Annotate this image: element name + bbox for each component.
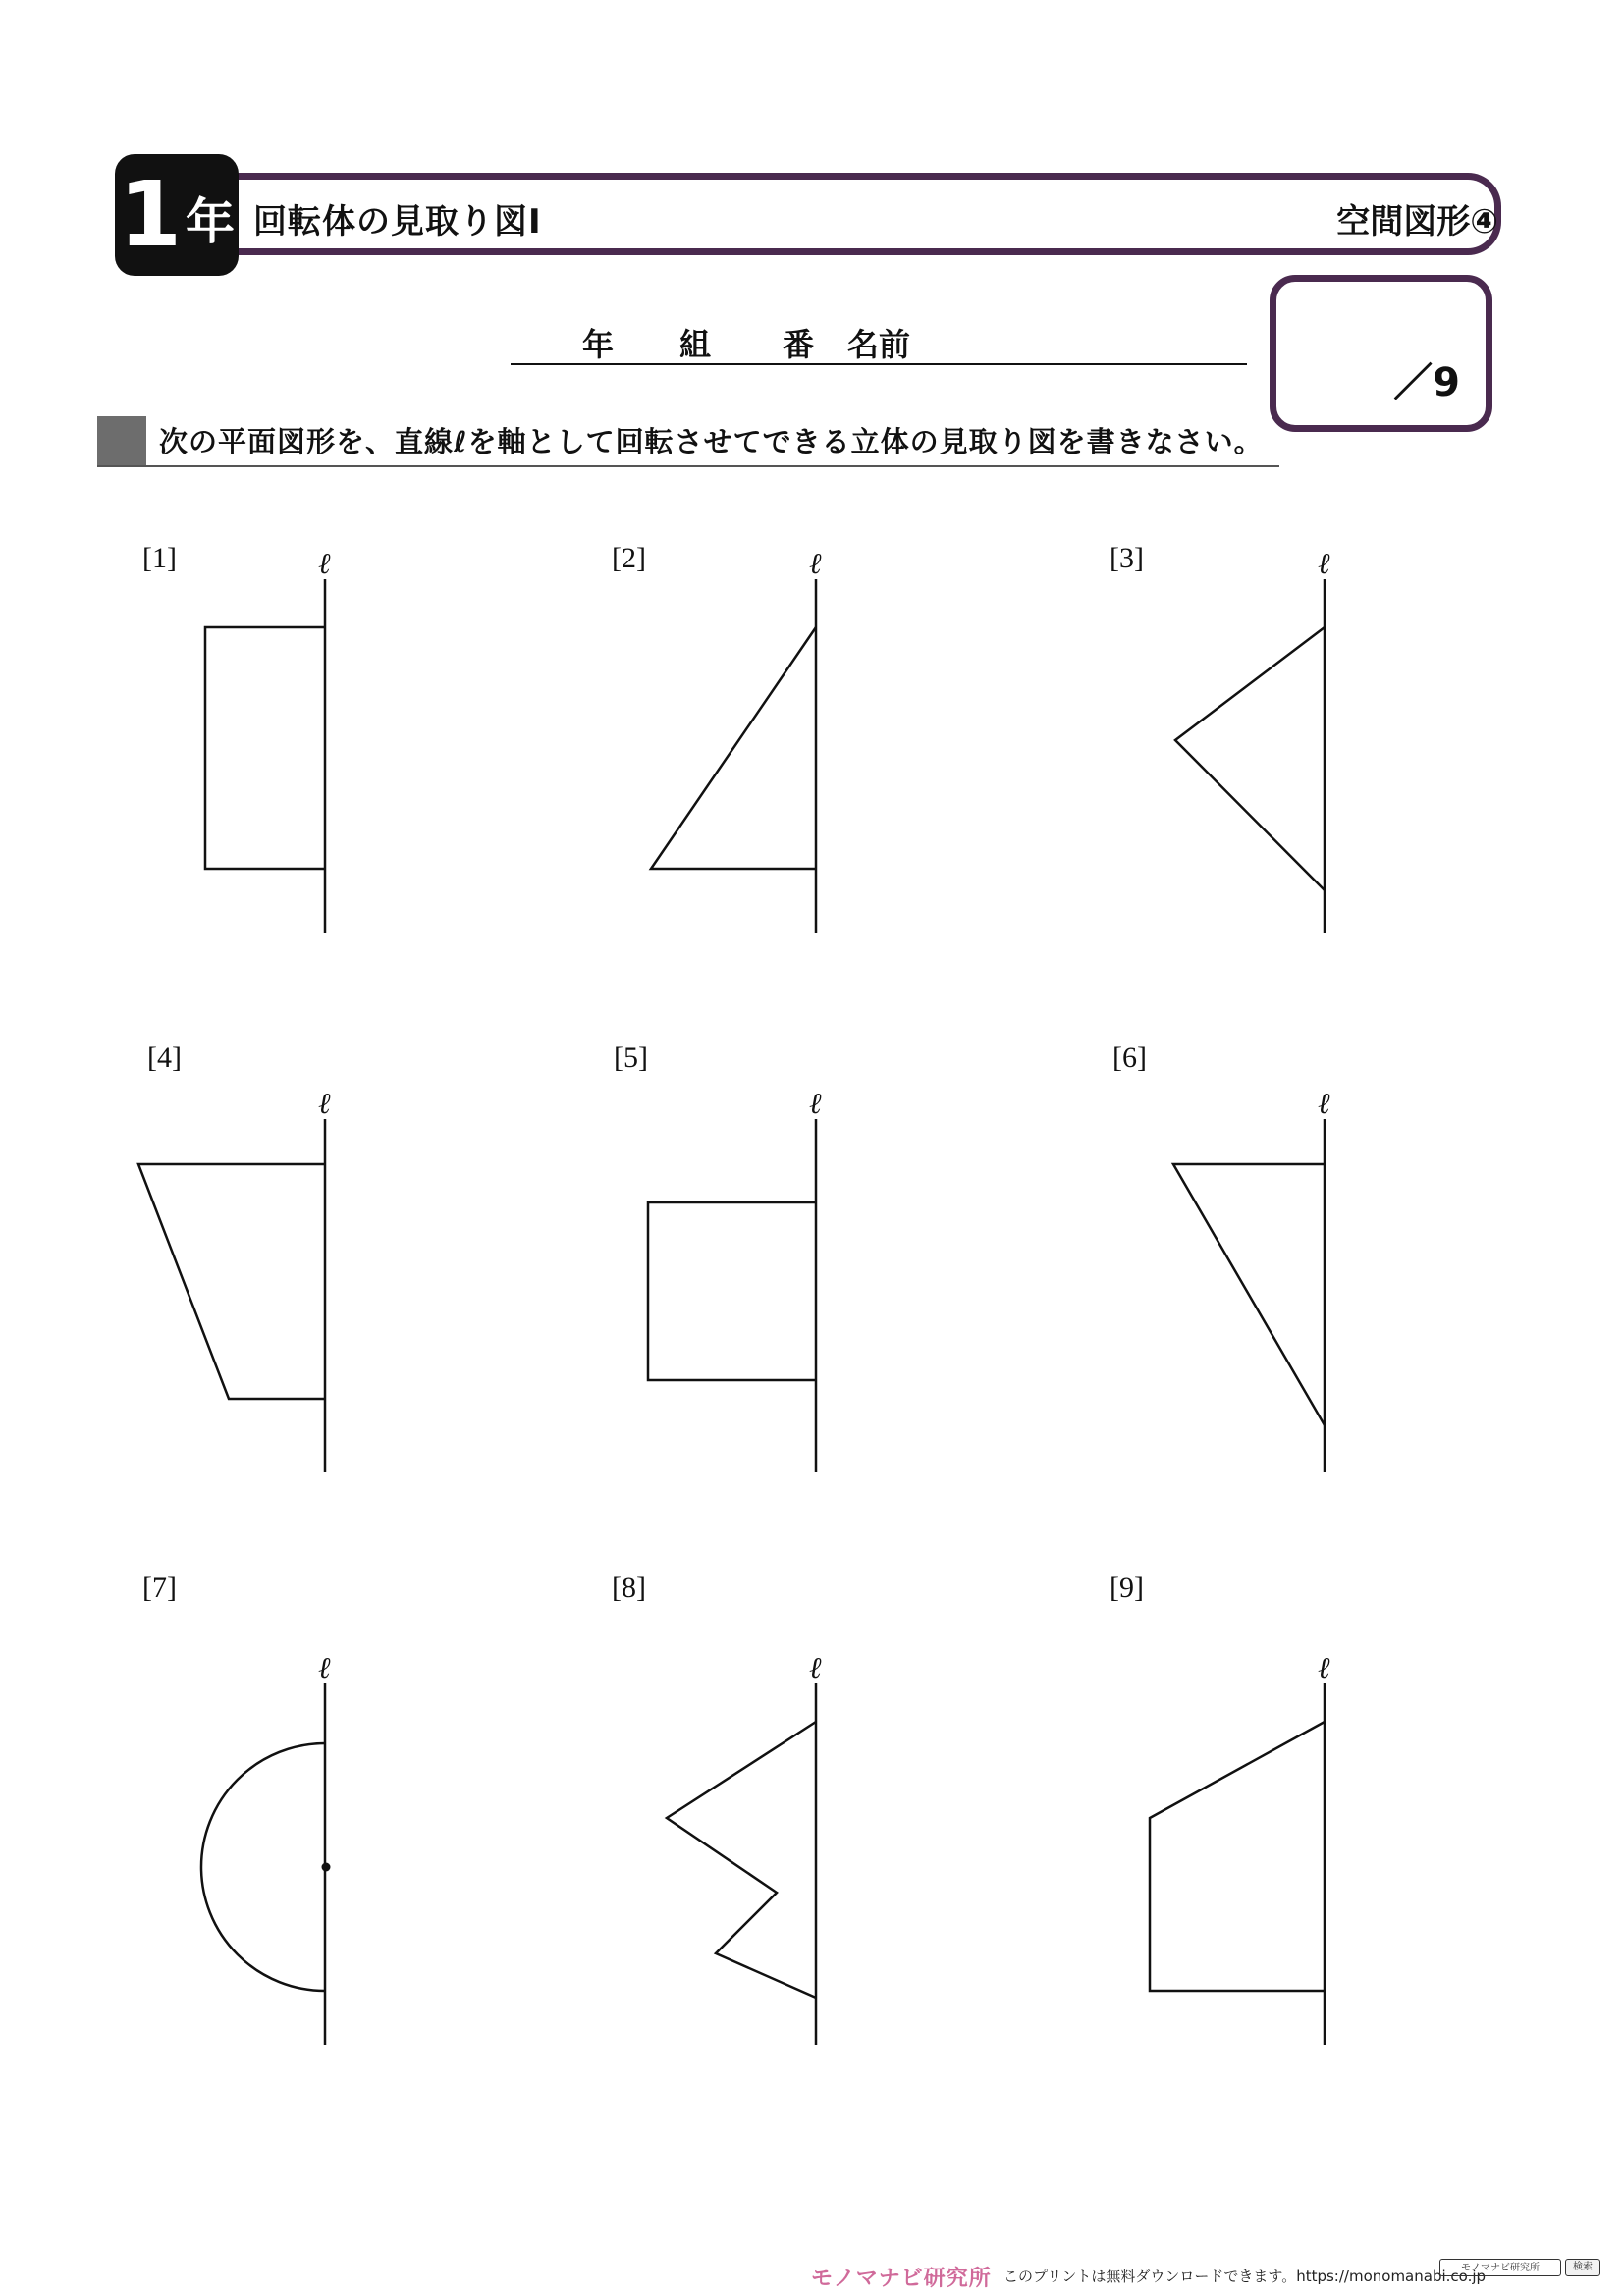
problem-4 [138,1041,331,1472]
footer-search-button[interactable]: 検索 [1565,2259,1600,2276]
problem-3-label: [3] [1110,542,1144,574]
problem-6-label: [6] [1112,1041,1147,1074]
problem-6-shape [1173,1164,1325,1425]
problem-7-center-point [322,1863,331,1872]
instruction-text: 次の平面図形を、直線ℓを軸として回転させてできる立体の見取り図を書きなさい。 [159,425,1264,458]
number-label: 番 [783,326,815,363]
name-label: 名前 [847,326,911,363]
problem-4-axis-label: ℓ [318,1088,331,1120]
problem-5-axis-label: ℓ [809,1088,822,1120]
footer-logo: モノマナビ研究所 [811,2267,992,2291]
problem-2-label: [2] [612,542,646,574]
problem-6 [1112,1041,1330,1472]
problem-9 [1110,1572,1330,2045]
problem-4-shape [138,1164,325,1399]
problem-7-axis-label: ℓ [318,1652,331,1684]
problem-1-shape [205,627,325,869]
problem-7 [142,1572,331,2045]
problem-2-shape [651,627,816,869]
footer-note: このプリントは無料ダウンロードできます。https://monomanabi.co.jp [1003,2268,1487,2285]
problem-2-axis-label: ℓ [809,548,822,580]
problem-8-shape [667,1722,816,1998]
problem-1-label: [1] [142,542,177,574]
problem-5 [614,1041,822,1472]
unit-label: 空間図形④ [1336,202,1498,241]
problem-3 [1110,542,1330,933]
problem-1 [142,542,331,933]
year-label: 年 [582,326,615,363]
problem-9-axis-label: ℓ [1318,1652,1330,1684]
problem-9-label: [9] [1110,1572,1144,1604]
grade-number: 1 [118,162,182,267]
grade-unit: 年 [186,193,235,250]
worksheet-title: 回転体の見取り図Ⅰ [253,202,542,241]
grade-badge [115,154,239,276]
score-total: ／9 [1393,360,1460,405]
class-label: 組 [679,326,712,363]
problem-3-axis-label: ℓ [1318,548,1330,580]
problem-5-shape [648,1202,816,1380]
problem-6-axis-label: ℓ [1318,1088,1330,1120]
problem-8 [612,1572,822,2045]
problem-4-label: [4] [147,1041,182,1074]
problem-3-shape [1175,627,1325,890]
problem-2 [612,542,822,933]
footer-search-box[interactable]: モノマナビ研究所 [1439,2259,1561,2276]
problem-9-shape [1150,1722,1325,1991]
problem-1-axis-label: ℓ [318,548,331,580]
problem-5-label: [5] [614,1041,648,1074]
problem-8-label: [8] [612,1572,646,1604]
problem-7-shape [201,1743,325,1991]
problem-7-label: [7] [142,1572,177,1604]
problem-8-axis-label: ℓ [809,1652,822,1684]
